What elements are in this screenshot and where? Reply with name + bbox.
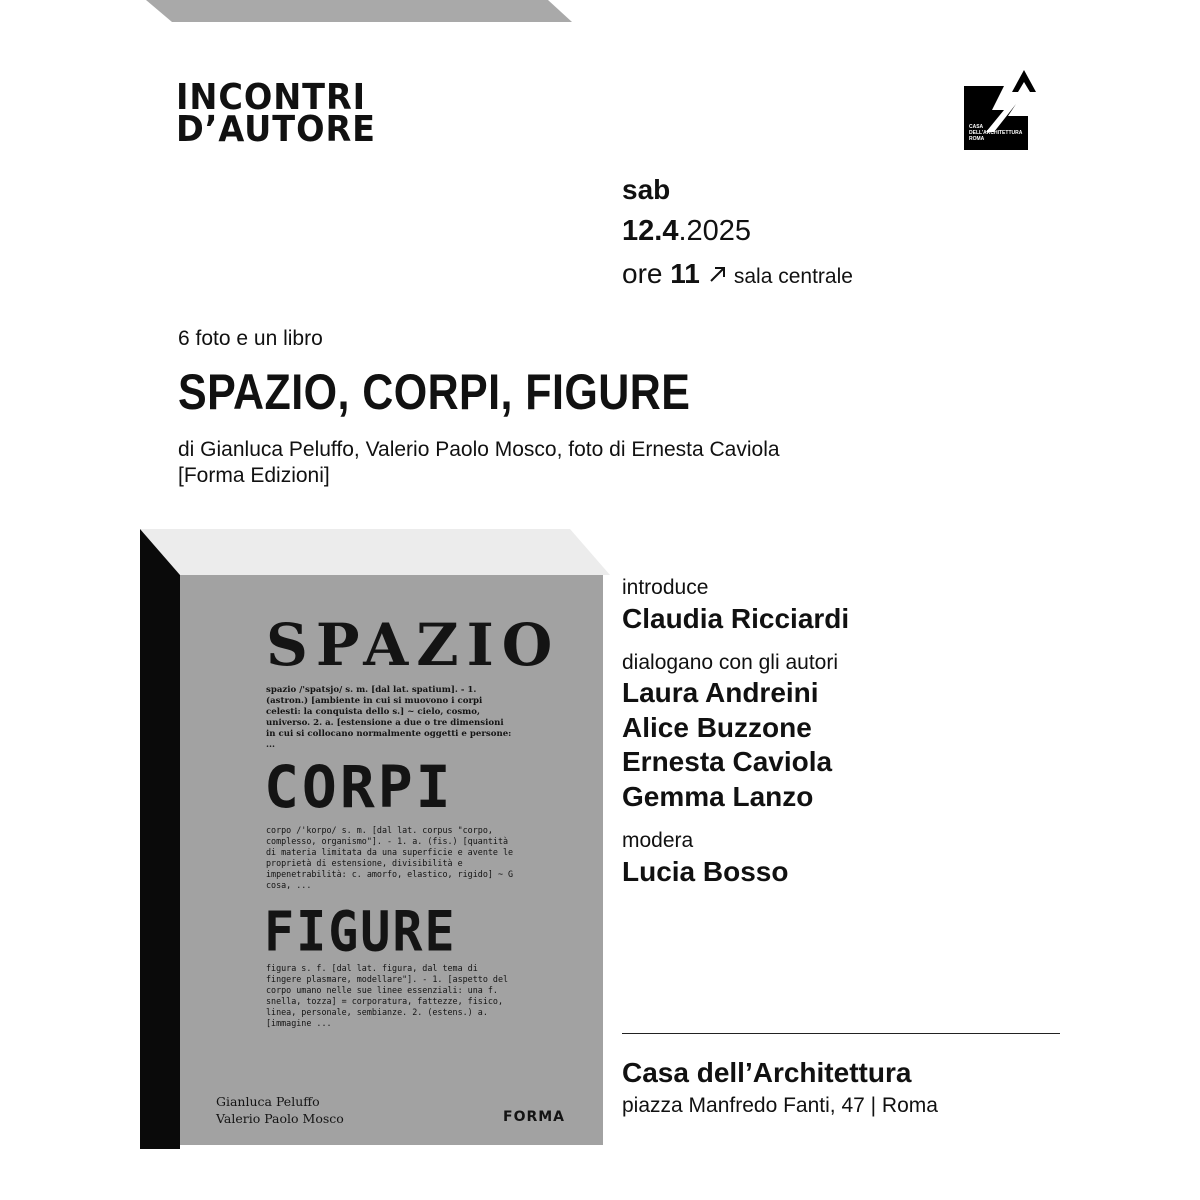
logo-text-line-3: ROMA [969, 136, 985, 142]
panelist-name: Gemma Lanzo [622, 780, 814, 812]
logo-text-line-1: CASA [969, 124, 984, 130]
cover-publisher-logo: FORMA [503, 1109, 566, 1125]
cover-definition-spazio: spazio /'spatsjo/ s. m. [dal lat. spatium]. - 1. (astron.) [ambiente in cui si muovono i corpi celesti: la conquista dello s.] ~ cielo, cosmo, universo. 2. a. [estensione a due o tre dimensioni in cui si collocano normalmente oggetti e persone: ... [266, 685, 512, 750]
logo-text-line-2: DELL’ARCHITETTURA [969, 130, 1023, 136]
book-spine [140, 529, 180, 1149]
cover-definition-figure: figura s. f. [dal lat. figura, dal tema di fingere plasmare, modellare"]. - 1. [aspetto del corpo umano nelle sue linee essenziali: una f. snella, tozza] = corporatura, fattezze, fisico, linea, personale, sembianze. 2. (estens.) a. [immagine ... [266, 963, 509, 1028]
event-date [622, 215, 751, 247]
book-title: SPAZIO, CORPI, FIGURE [178, 364, 691, 420]
top-decorative-strip [0, 0, 600, 26]
panelist-list [622, 676, 832, 814]
event-time-hour: 11 [670, 258, 700, 289]
book-kicker: 6 foto e un libro [178, 327, 323, 350]
book-authors: di Gianluca Peluffo, Valerio Paolo Mosco, foto di Ernesta Caviola [178, 438, 780, 461]
book-top-face [140, 529, 610, 575]
casa-architettura-logo [964, 70, 1038, 150]
cover-authors [216, 1093, 344, 1127]
cover-word-corpi: CORPI [264, 753, 454, 821]
venue-name: Casa dell’Architettura [622, 1057, 912, 1088]
panelist-name: Laura Andreini [622, 677, 819, 708]
book-cover [180, 575, 603, 1145]
event-time [622, 258, 853, 293]
cover-definition-corpi: corpo /'korpo/ s. m. [dal lat. corpus "corpo, complesso, organismo"]. - 1. a. (fis.) [quantità di materia limitata da una superficie e avente le proprietà di estensione, divisibilità e impenetrabilità: c. amorfo, elastico, rigido] ~ G cosa, ... [266, 825, 514, 890]
cover-word-figure: FIGURE [264, 899, 457, 964]
introducer-name: Claudia Ricciardi [622, 603, 850, 634]
panelist-name: Alice Buzzone [622, 711, 812, 743]
introduce-label: introduce [622, 576, 709, 599]
series-title [176, 77, 376, 150]
series-title-line-1: INCONTRI [176, 77, 367, 118]
venue-address: piazza Manfredo Fanti, 47 | Roma [622, 1094, 938, 1117]
event-room: sala centrale [733, 265, 853, 288]
arrow-up-right-icon [708, 264, 728, 284]
event-time-prefix: ore [622, 258, 663, 289]
moderator-label: modera [622, 829, 694, 852]
panelist-name: Ernesta Caviola [622, 746, 833, 777]
cover-author-2: Valerio Paolo Mosco [216, 1111, 344, 1126]
book-publisher: [Forma Edizioni] [178, 464, 330, 487]
dialogue-label: dialogano con gli autori [622, 651, 838, 674]
event-date-day-month: 12.4 [622, 215, 679, 247]
venue-divider [622, 1033, 1060, 1034]
cover-author-1: Gianluca Peluffo [216, 1094, 320, 1109]
event-day: sab [622, 174, 671, 205]
event-date-year: .2025 [678, 215, 752, 247]
cover-word-spazio: SPAZIO [266, 611, 561, 679]
moderator-name: Lucia Bosso [622, 856, 789, 887]
series-title-line-2: D’AUTORE [176, 109, 376, 150]
